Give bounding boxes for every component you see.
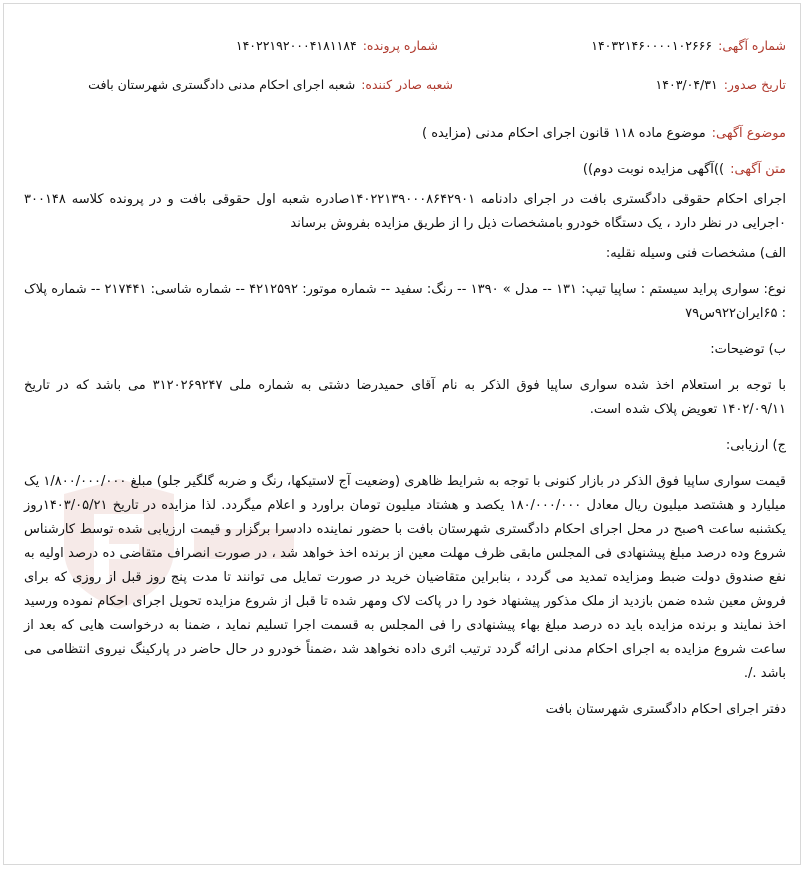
section-a-text: نوع: سواری پراید سیستم : ساپیا تیپ: ۱۳۱ -- مدل » ۱۳۹۰ -- رنگ: سفید -- شماره موتور: ۴۲۱۲۵۹۲ -- شماره شاسی: ۲۱۷۴۴۱ -- شماره پلاک : ۶۵ایران۹۲۲س۷۹ <box>24 282 786 321</box>
notice-content <box>24 122 786 722</box>
notice-title: ))آگهی مزایده نوبت دوم)) <box>582 162 725 177</box>
notice-page <box>3 3 801 865</box>
subject-row <box>24 122 786 146</box>
section-a-title: الف) مشخصات فنی وسیله نقلیه: <box>605 246 786 261</box>
notice-text-label: متن آگهی: <box>730 162 786 177</box>
notice-number-row <box>591 38 786 53</box>
notice-number-label: شماره آگهی: <box>718 38 786 53</box>
issue-date: ۱۴۰۳/۰۴/۳۱ <box>655 77 718 92</box>
issuer-label: شعبه صادر کننده: <box>361 77 453 92</box>
issue-date-label: تاریخ صدور: <box>723 77 786 92</box>
intro-paragraph: اجرای احکام حقوقی دادگستری بافت در اجرای دادنامه ۱۴۰۲۲۱۳۹۰۰۰۸۶۴۲۹۰۱صادره شعبه اول حقوقی بافت و در پرونده کلاسه ۳۰۰۱۴۸ ۰اجرایی در نظر دارد ، یک دستگاه خودرو بامشخصات ذیل را از طریق مزایده بفروش برساند <box>24 192 786 231</box>
issuer-row <box>88 77 453 92</box>
section-b-title: ب) توضیحات: <box>710 342 786 357</box>
issue-date-row <box>656 77 786 92</box>
case-number: ۱۴۰۲۲۱۹۲۰۰۰۴۱۸۱۱۸۴ <box>235 38 357 53</box>
section-b-text: با توجه بر استعلام اخذ شده سواری ساپیا فوق الذکر به نام آقای حمیدرضا دشتی به شماره ملی ۳۱۲۰۲۶۹۲۴۷ می باشد که در تاریخ ۱۴۰۲/۰۹/۱۱ تعویض پلاک شده است. <box>24 378 786 417</box>
notice-title-row <box>24 158 786 182</box>
case-number-label: شماره پرونده: <box>362 38 438 53</box>
signature: دفتر اجرای احکام دادگستری شهرستان بافت <box>545 702 786 717</box>
section-c-text: قیمت سواری ساپیا فوق الذکر در بازار کنونی با توجه به شرایط ظاهری (وضعیت آج لاستیکها، رنگ و ضربه گلگیر جلو) مبلغ ۱/۸۰۰/۰۰۰/۰۰۰ یک میلیارد و هشتصد میلیون ریال معادل ۱۸۰/۰۰۰/۰۰۰ یکصد و هشتاد میلیون تومان براورد و اعلام میگردد. لذا مزایده در تاریخ ۱۴۰۳/۰۵/۲۱روز یکشنبه ساعت ۹صبح در محل اجرای احکام دادگستری شهرستان بافت با حضور نماینده دادسرا برگزار و قیمت ارزیابی شده توسط کارشناس شروع وده درصد مبلغ پیشنهادی فی المجلس مابقی ظرف مهلت معین از برنده اخذ خواهد شد ، در صورت انصراف متقاضی ده درصد اولیه به نفع صندوق دولت ضبط ومزایده تمدید می گردد ، بنابراین متقاضیان خرید در صورت تمایل می توانند تا مدت پنج روز قبل از روزی که برای فروش معین شده ضمن بازدید از ملک مذکور پیشنهاد خود را در پاکت لاک ومهر شده تا قبل از شروع مزایده تحویل اجرای احکام نموده ورسید اخذ نمایند و برنده مزایده باید ده درصد مبلغ بهاء پیشنهادی را فی المجلس به قسمت اجرا تسلیم نماید ، ضمنا به درخواست هایی که بعد از ساعت شروع مزایده به اجرای احکام مدنی ارائه گردد ترتیب اثری داده نخواهد شد ،ضمناً خودرو در حال حاضر در پارکینگ نیروی انتظامی می باشد ./. <box>24 474 787 681</box>
section-c-title: ج) ارزیابی: <box>725 438 786 453</box>
case-number-row <box>236 38 438 53</box>
issuer: شعبه اجرای احکام مدنی دادگستری شهرستان بافت <box>88 77 356 92</box>
notice-number: ۱۴۰۳۲۱۴۶۰۰۰۰۱۰۲۶۶۶ <box>591 38 713 53</box>
subject-label: موضوع آگهی: <box>711 126 786 141</box>
subject-value: موضوع ماده ۱۱۸ قانون اجرای احکام مدنی (مزایده ) <box>422 126 706 141</box>
